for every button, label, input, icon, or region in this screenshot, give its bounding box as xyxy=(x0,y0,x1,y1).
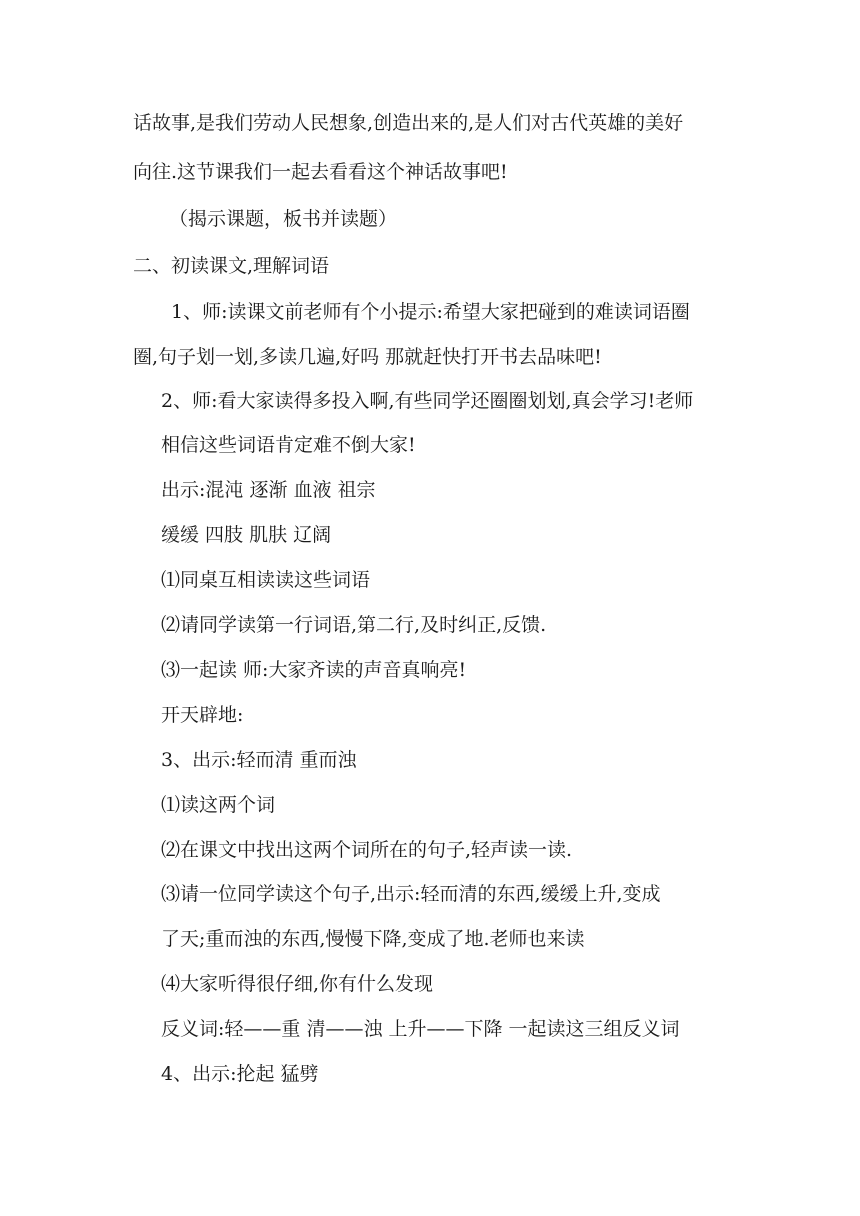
text-line: ⑶一起读 师:大家齐读的声音真响亮! xyxy=(161,659,467,681)
text-line: 相信这些词语肯定难不倒大家! xyxy=(161,434,416,456)
text-line: ⑴同桌互相读读这些词语 xyxy=(161,569,371,591)
text-line: ⑵请同学读第一行词语,第二行,及时纠正,反馈. xyxy=(161,614,547,636)
text-line: 3、出示:轻而清 重而浊 xyxy=(161,749,357,771)
text-line: 4、出示:抡起 猛劈 xyxy=(161,1063,319,1085)
text-line: ⑴读这两个词 xyxy=(161,794,276,816)
text-line: 开天辟地: xyxy=(161,704,244,726)
text-line: ⑷大家听得很仔细,你有什么发现 xyxy=(161,973,434,995)
text-line: 圈,句子划一划,多读几遍,好吗 那就赶快打开书去品味吧! xyxy=(133,346,602,368)
text-line: 缓缓 四肢 肌肤 辽阔 xyxy=(161,524,332,546)
text-line: 话故事,是我们劳动人民想象,创造出来的,是人们对古代英雄的美好 xyxy=(133,112,684,134)
section-heading: 二、初读课文,理解词语 xyxy=(133,255,330,277)
text-line: ⑶请一位同学读这个句子,出示:轻而清的东西,缓缓上升,变成 xyxy=(161,883,661,905)
text-line: 出示:混沌 逐渐 血液 祖宗 xyxy=(161,479,376,501)
text-line: 2、师:看大家读得多投入啊,有些同学还圈圈划划,真会学习!老师 xyxy=(161,390,694,412)
text-line: ⑵在课文中找出这两个词所在的句子,轻声读一读. xyxy=(161,839,573,861)
text-line: 1、师:读课文前老师有个小提示:希望大家把碰到的难读词语圈 xyxy=(171,301,690,323)
text-line: 了天;重而浊的东西,慢慢下降,变成了地.老师也来读 xyxy=(161,928,585,950)
text-line: 向往.这节课我们一起去看看这个神话故事吧! xyxy=(133,161,508,183)
text-line: 反义词:轻——重 清——浊 上升——下降 一起读这三组反义词 xyxy=(161,1018,680,1040)
text-line: （揭示课题，板书并读题） xyxy=(169,208,398,230)
